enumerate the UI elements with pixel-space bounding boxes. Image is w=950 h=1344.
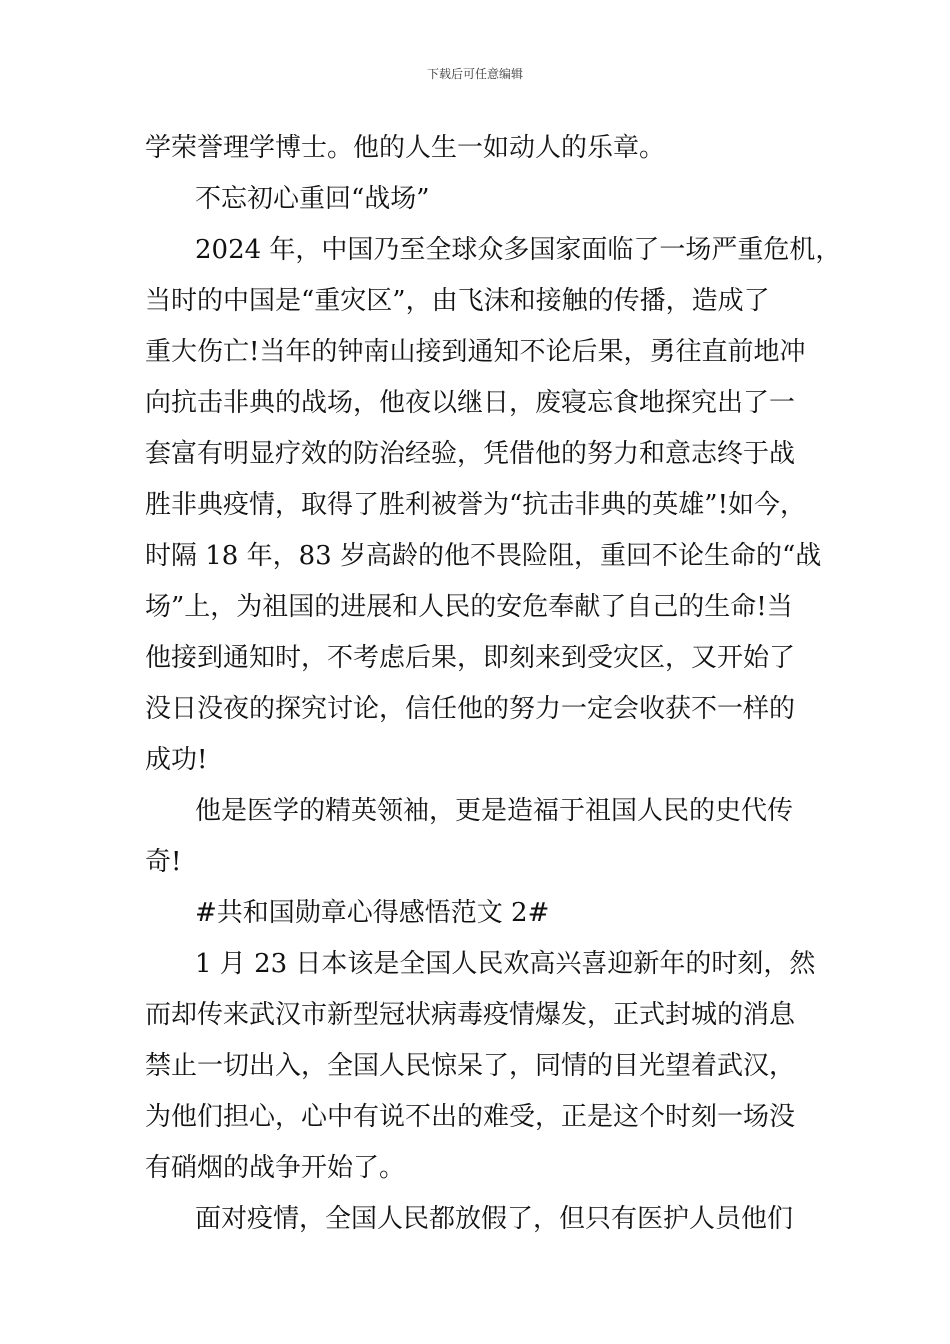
text-line: 学荣誉理学博士。他的人生一如动人的乐章。 <box>145 133 666 163</box>
text-line: 2024 年，中国乃至全球众多国家面临了一场严重危机， <box>195 235 842 265</box>
text-line: 禁止一切出入，全国人民惊呆了，同情的目光望着武汉， <box>145 1051 796 1081</box>
text-line: 时隔 18 年，83 岁高龄的他不畏险阻，重回不论生命的“战 <box>145 541 822 571</box>
text-line: 面对疫情，全国人民都放假了，但只有医护人员他们 <box>195 1204 794 1234</box>
text-line: 场”上，为祖国的进展和人民的安危奉献了自己的生命!当 <box>145 592 793 622</box>
text-line: 向抗击非典的战场，他夜以继日，废寝忘食地探究出了一 <box>145 388 796 418</box>
text-line: 他接到通知时，不考虑后果，即刻来到受灾区，又开始了 <box>145 643 796 673</box>
text-line: 奇! <box>145 847 182 877</box>
text-line: 为他们担心，心中有说不出的难受，正是这个时刻一场没 <box>145 1102 796 1132</box>
section-heading: #共和国勋章心得感悟范文 2# <box>195 898 550 928</box>
text-line: 当时的中国是“重灾区”，由飞沫和接触的传播，造成了 <box>145 286 770 316</box>
text-line: 而却传来武汉市新型冠状病毒疫情爆发，正式封城的消息 <box>145 1000 796 1030</box>
section-heading: 不忘初心重回“战场” <box>195 184 430 214</box>
text-line: 套富有明显疗效的防治经验，凭借他的努力和意志终于战 <box>145 439 796 469</box>
text-line: 他是医学的精英领袖，更是造福于祖国人民的史代传 <box>195 796 794 826</box>
text-line: 胜非典疫情，取得了胜利被誉为“抗击非典的英雄”!如今， <box>145 490 807 520</box>
text-line: 成功! <box>145 745 208 775</box>
text-line: 没日没夜的探究讨论，信任他的努力一定会收获不一样的 <box>145 694 796 724</box>
text-line: 重大伤亡!当年的钟南山接到通知不论后果，勇往直前地冲 <box>145 337 806 367</box>
page-header-note: 下载后可任意编辑 <box>426 67 523 81</box>
text-line: 1 月 23 日本该是全国人民欢高兴喜迎新年的时刻，然 <box>195 949 816 979</box>
text-line: 有硝烟的战争开始了。 <box>145 1153 406 1183</box>
